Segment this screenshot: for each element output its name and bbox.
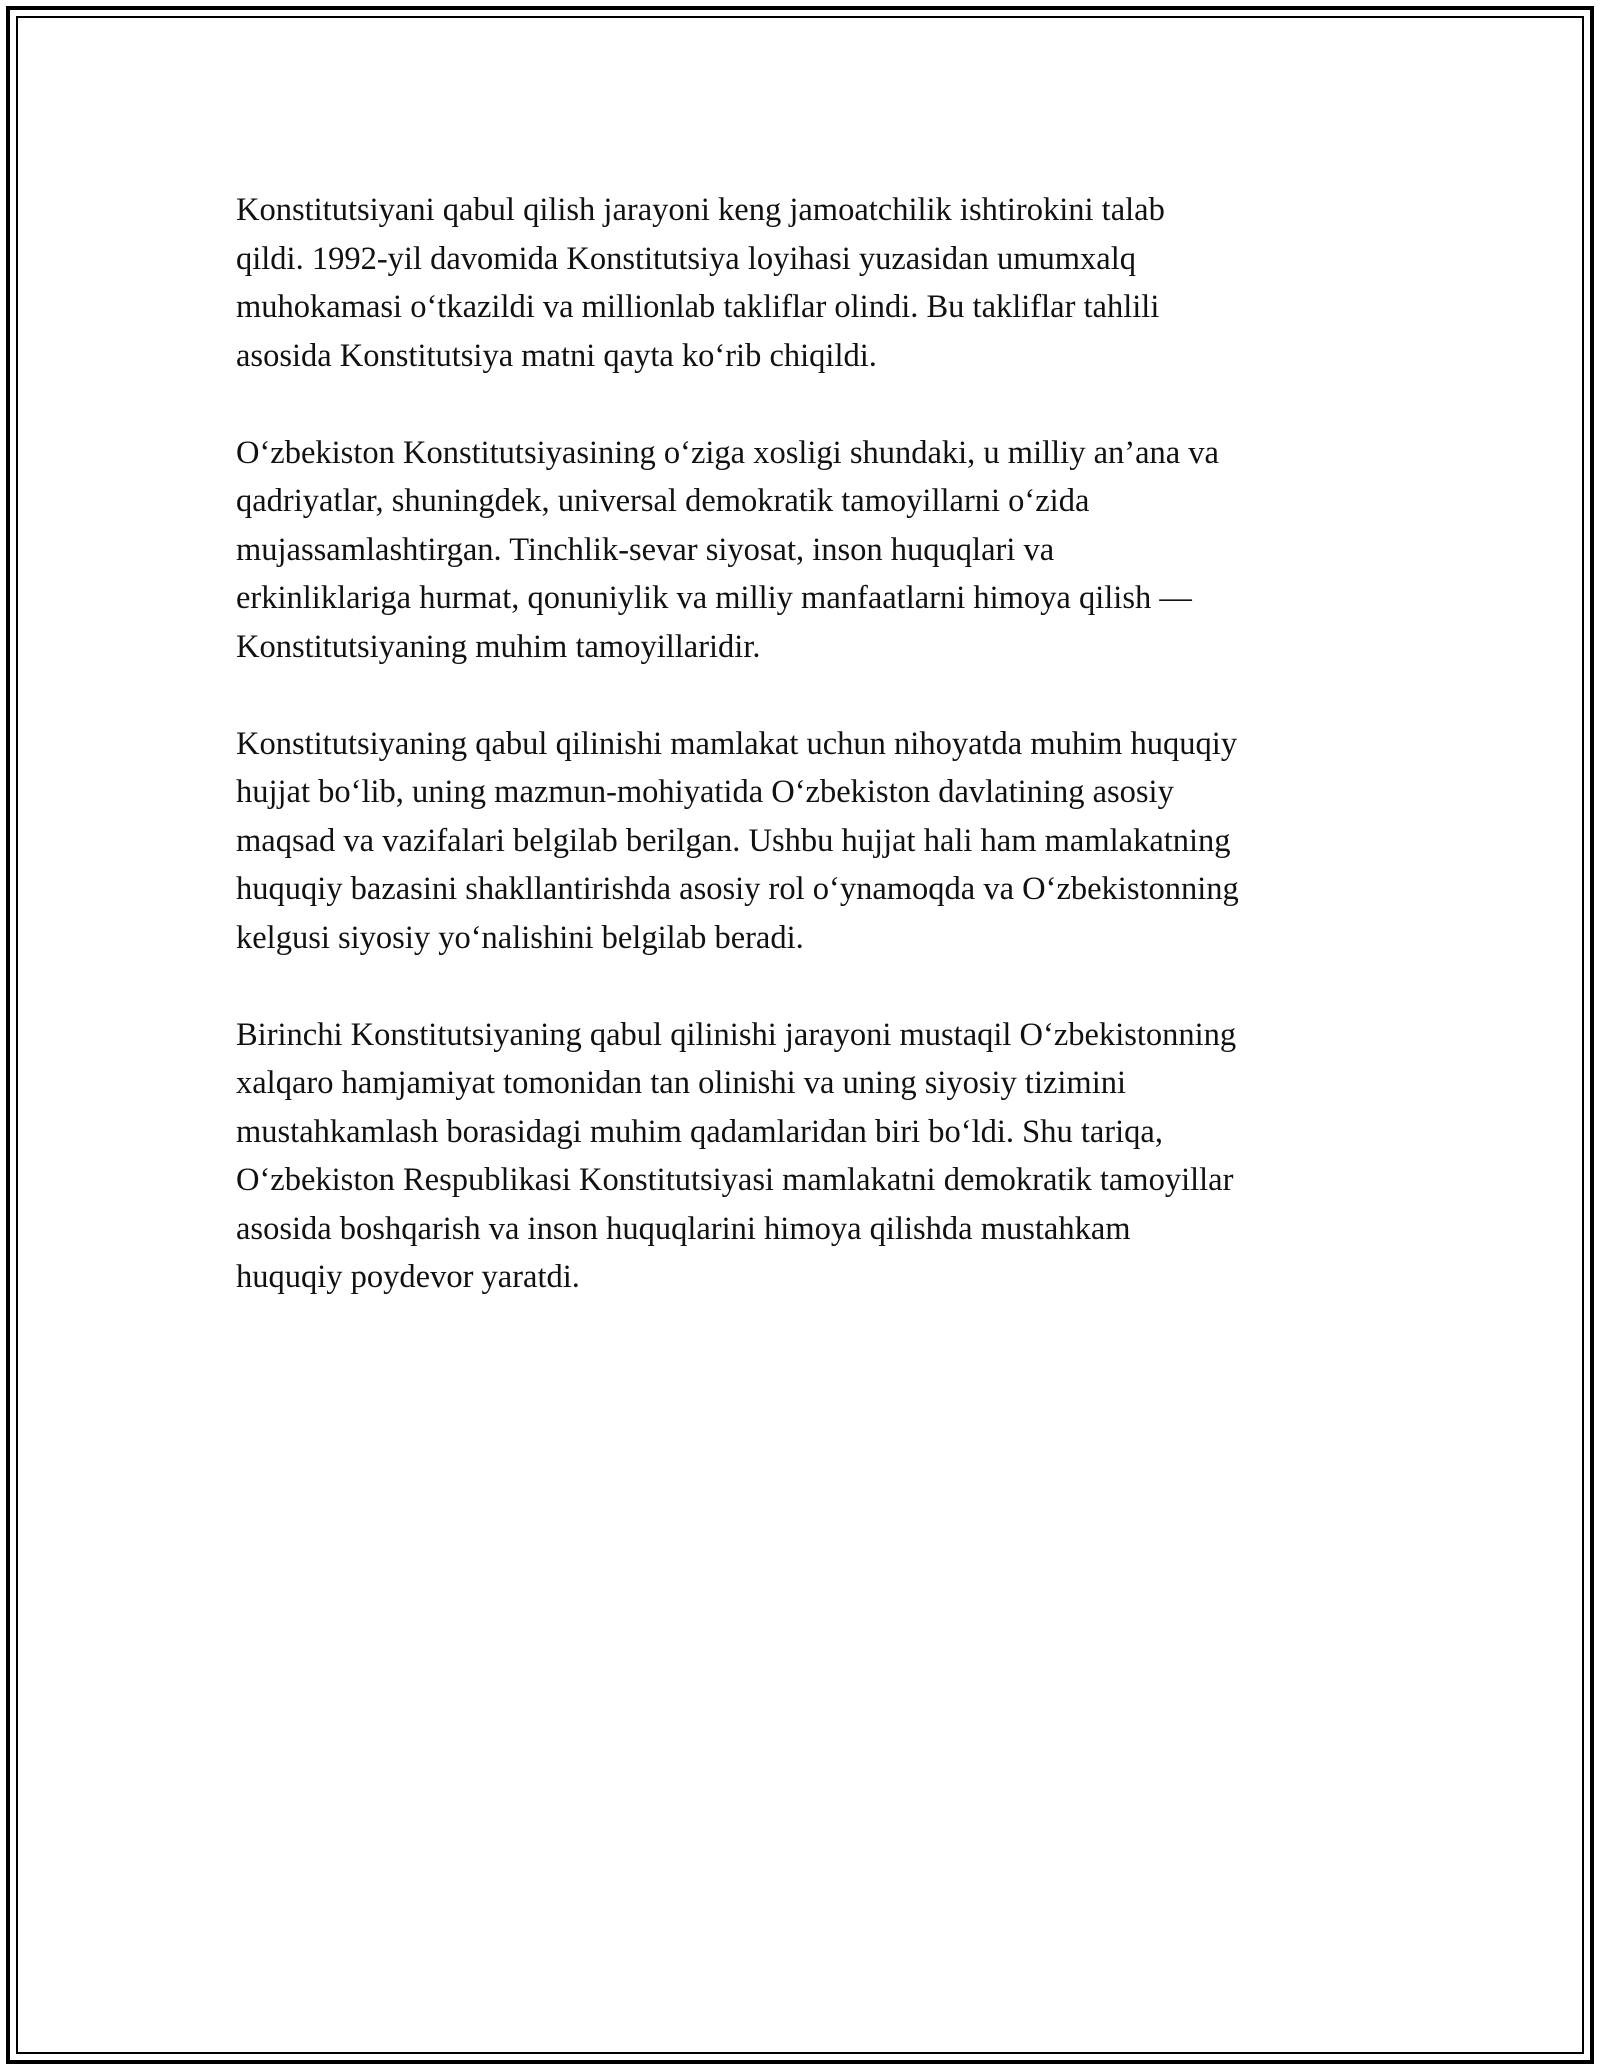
text-line: Birinchi Konstitutsiyaning qabul qilinishi jarayoni mustaqil O‘zbekistonning	[236, 1016, 1237, 1053]
text-line: O‘zbekiston Konstitutsiyasining o‘ziga xosligi shundaki, u milliy an’ana va	[236, 434, 1219, 471]
text-line: asosida boshqarish va inson huquqlarini himoya qilishda mustahkam	[236, 1210, 1131, 1247]
text-line: huquqiy poydevor yaratdi.	[236, 1259, 580, 1295]
text-line: Konstitutsiyani qabul qilish jarayoni keng jamoatchilik ishtirokini talab	[236, 192, 1165, 228]
text-line: Konstitutsiyaning muhim tamoyillaridir.	[236, 628, 761, 665]
text-line: asosida Konstitutsiya matni qayta ko‘rib chiqildi.	[236, 337, 877, 374]
paragraph-2	[236, 429, 1376, 672]
text-line: kelgusi siyosiy yo‘nalishini belgilab beradi.	[236, 919, 804, 956]
text-line: O‘zbekiston Respublikasi Konstitutsiyasi mamlakatni demokratik tamoyillar	[236, 1162, 1234, 1198]
text-line: xalqaro hamjamiyat tomonidan tan olinishi va uning siyosiy tizimini	[236, 1065, 1127, 1101]
text-line: mujassamlashtirgan. Tinchlik-sevar siyosat, inson huquqlari va	[236, 531, 1055, 568]
text-line: mustahkamlash borasidagi muhim qadamlaridan biri bo‘ldi. Shu tariqa,	[236, 1113, 1163, 1150]
paragraph-1	[236, 186, 1376, 380]
text-line: qildi. 1992-yil davomida Konstitutsiya loyihasi yuzasidan umumxalq	[236, 240, 1136, 277]
text-line: muhokamasi o‘tkazildi va millionlab takliflar olindi. Bu takliflar tahlili	[236, 289, 1160, 325]
text-line: qadriyatlar, shuningdek, universal demokratik tamoyillarni o‘zida	[236, 483, 1090, 519]
paragraph-3	[236, 720, 1376, 963]
text-line: maqsad va vazifalari belgilab berilgan. Ushbu hujjat hali ham mamlakatning	[236, 822, 1231, 859]
text-line: huquqiy bazasini shakllantirishda asosiy rol o‘ynamoqda va O‘zbekistonning	[236, 871, 1239, 907]
text-line: hujjat bo‘lib, uning mazmun-mohiyatida O‘zbekiston davlatining asosiy	[236, 774, 1174, 810]
text-line: erkinliklariga hurmat, qonuniylik va milliy manfaatlarni himoya qilish —	[236, 580, 1192, 616]
document-body	[236, 186, 1376, 1350]
text-line: Konstitutsiyaning qabul qilinishi mamlakat uchun nihoyatda muhim huquqiy	[236, 725, 1238, 762]
paragraph-4	[236, 1011, 1376, 1302]
